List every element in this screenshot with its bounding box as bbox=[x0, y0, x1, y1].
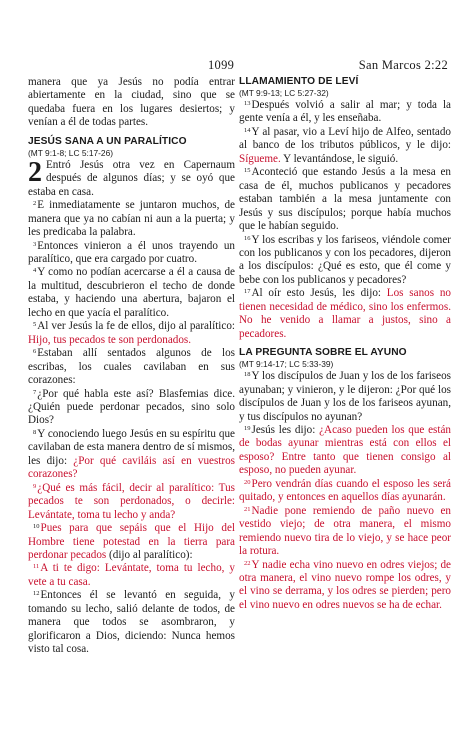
verse-21: $^{21}$Nadie pone remiendo de paño nuevo en vestido viejo; de otra manera, el mismo remiendo nuevo tira de lo viejo, y se hace peor la rotura. bbox=[239, 504, 451, 558]
verse-number: 17 bbox=[244, 288, 251, 296]
verse-number: 13 bbox=[244, 100, 251, 107]
verse-18: $^{18}$Y los discípulos de Juan y los de los fariseos ayunaban; y vinieron, y le dijeron: ¿Por qué los discípulos de Juan y los de los fariseos ayunan, y tus discípulos no ayunan? bbox=[239, 370, 451, 423]
verse-number: 21 bbox=[244, 505, 251, 513]
verse-20: $^{20}$Pero vendrán días cuando el esposo les será quitado, y entonces en aquellos días ayunarán. bbox=[239, 477, 451, 504]
verse-number: 8 bbox=[33, 428, 37, 436]
verse-number: 15 bbox=[244, 167, 251, 175]
left-column bbox=[28, 76, 235, 657]
verse-number: 20 bbox=[244, 478, 251, 486]
verse-15: $^{15}$Aconteció que estando Jesús a la mesa en casa de él, muchos publicanos y pecadores estaban también a la mesa juntamente con Jesús y sus discípulos; porque había muchos que le habían seguido. bbox=[239, 166, 451, 233]
verse-number: 2 bbox=[33, 200, 37, 208]
verse-1: 2 Entró Jesús otra vez en Capernaum después de algunos días; y se oyó que estaba en casa. bbox=[28, 156, 235, 198]
verse-number: 9 bbox=[33, 482, 37, 490]
page-number: 1099 bbox=[208, 58, 235, 72]
verse-number: 4 bbox=[33, 267, 37, 275]
verse-10: $^{10}$Pues para que sepáis que el Hijo del Hombre tiene potestad en la tierra para perdonar pecados (dijo al paralítico): bbox=[28, 522, 235, 561]
verse-8: $^8$Y conociendo luego Jesús en su espíritu que cavilaban de esta manera dentro de sí mismos, les dijo: ¿Por qué caviláis así en vuestros corazones? bbox=[28, 427, 236, 481]
words-of-jesus: Los sanos no tienen necesidad de médico, sino los enfermos. No he venido a llamar a justos, sino a pecadores. bbox=[239, 287, 451, 340]
words-of-jesus: Sígueme. bbox=[239, 152, 281, 165]
verse-7: $^7$¿Por qué habla este así? Blasfemias dice. ¿Quién puede perdonar pecados, sino solo Dios? bbox=[28, 387, 235, 427]
verse-16: $^{16}$Y los escribas y los fariseos, viéndole comer con los publicanos y con los pecadores, dijeron a los discípulos: ¿Qué es esto, que él come y bebe con los publicanos y pecadores? bbox=[239, 233, 451, 286]
verse-22: $^{22}$Y nadie echa vino nuevo en odres viejos; de otra manera, el vino nuevo rompe los odres, y el vino se derrama, y los odres se pierden; pero el vino nuevo en odres nuevos se ha de echar. bbox=[239, 558, 451, 611]
verse-12: $^{12}$Entonces él se levantó en seguida, y tomando su lecho, salió delante de todos, de manera que todos se asombraron, y glorificaron a Dios, diciendo: Nunca hemos visto tal cosa. bbox=[28, 589, 235, 656]
verse-number: 18 bbox=[244, 371, 251, 379]
words-of-jesus: Pues para que sepáis que el Hijo del Hombre tiene potestad en la tierra para perdonar pecados bbox=[28, 522, 235, 561]
verse-2: $^2$E inmediatamente se juntaron muchos, de manera que ya no cabían ni aun a la puerta; y les predicaba la palabra. bbox=[28, 199, 235, 239]
verse-3: $^3$Entonces vinieron a él unos trayendo un paralítico, que era cargado por cuatro. bbox=[28, 239, 235, 265]
verse-number: 7 bbox=[33, 388, 37, 396]
cross-reference: (MT 9:9-13; LC 5:27-32) bbox=[239, 88, 329, 98]
right-column bbox=[239, 76, 451, 612]
words-of-jesus: ¿Acaso pueden los que están de bodas ayunar mientras está con ellos el esposo? Entre tanto que tienen consigo al esposo, no pueden ayunar. bbox=[239, 423, 452, 477]
verse-number: 16 bbox=[244, 234, 251, 242]
verse-14: $^{14}$Y al pasar, vio a Leví hijo de Alfeo, sentado al banco de los tributos públicos, y le dijo: Sígueme. Y levantándose, le siguió. bbox=[239, 125, 451, 165]
verse-number: 12 bbox=[33, 590, 40, 598]
verse-number: 22 bbox=[244, 559, 251, 567]
section-heading-fasting: LA PREGUNTA SOBRE EL AYUNO bbox=[239, 347, 407, 359]
verse-number: 3 bbox=[33, 240, 37, 248]
verse-number: 14 bbox=[244, 126, 251, 134]
verse-number: 6 bbox=[33, 348, 37, 356]
verse-4: $^4$Y como no podían acercarse a él a causa de la multitud, descubrieron el techo de donde estaba, y haciendo una abertura, bajaron el lecho en que yacía el paralítico. bbox=[28, 266, 235, 319]
verse-9: $^9$¿Qué es más fácil, decir al paralítico: Tus pecados te son perdonados, o decirle: Levántate, toma tu lecho y anda? bbox=[28, 481, 235, 521]
verse-number: 10 bbox=[33, 523, 40, 531]
verse-number: 5 bbox=[33, 321, 37, 329]
verse-6: $^6$Estaban allí sentados algunos de los escribas, los cuales cavilaban en sus corazones: bbox=[28, 347, 235, 387]
verse-19: $^{19}$Jesús les dijo: ¿Acaso pueden los que están de bodas ayunar mientras está con ellos el esposo? Entre tanto que tienen consigo al esposo, no pueden ayunar. bbox=[239, 423, 452, 477]
words-of-jesus: ¿Por qué caviláis así en vuestros corazones? bbox=[28, 454, 236, 481]
chapter-number: 2 bbox=[28, 156, 42, 188]
verse-5: $^5$Al ver Jesús la fe de ellos, dijo al paralítico: Hijo, tus pecados te son perdonados. bbox=[28, 320, 235, 346]
section-heading-levi: LLAMAMIENTO DE LEVÍ bbox=[239, 76, 359, 87]
verse-17: $^{17}$Al oír esto Jesús, les dijo: Los sanos no tienen necesidad de médico, sino los enfermos. No he venido a llamar a justos, sino a pecadores. bbox=[239, 287, 451, 340]
page-header bbox=[0, 58, 464, 74]
verse-number: 11 bbox=[33, 563, 40, 571]
verse-13: $^{13}$Después volvió a salir al mar; y toda la gente venía a él, y les enseñaba. bbox=[239, 99, 451, 125]
section-heading-paralytic: JESÚS SANA A UN PARALÍTICO bbox=[28, 135, 187, 147]
verse-11: $^{11}$A ti te digo: Levántate, toma tu lecho, y vete a tu casa. bbox=[28, 562, 235, 588]
words-of-jesus: Hijo, tus pecados te son perdonados. bbox=[28, 333, 192, 346]
cross-reference: (MT 9:1-8; LC 5:17-26) bbox=[28, 147, 114, 158]
verse-number: 19 bbox=[244, 424, 251, 432]
carryover-paragraph: manera que ya Jesús no podía entrar abiertamente en la ciudad, sino que se quedaba fuera en los lugares desiertos; y venían a él de todas partes. bbox=[28, 76, 235, 129]
cross-reference: (MT 9:14-17; LC 5:33-39) bbox=[239, 359, 334, 370]
running-head: San Marcos 2:22 bbox=[358, 58, 448, 72]
